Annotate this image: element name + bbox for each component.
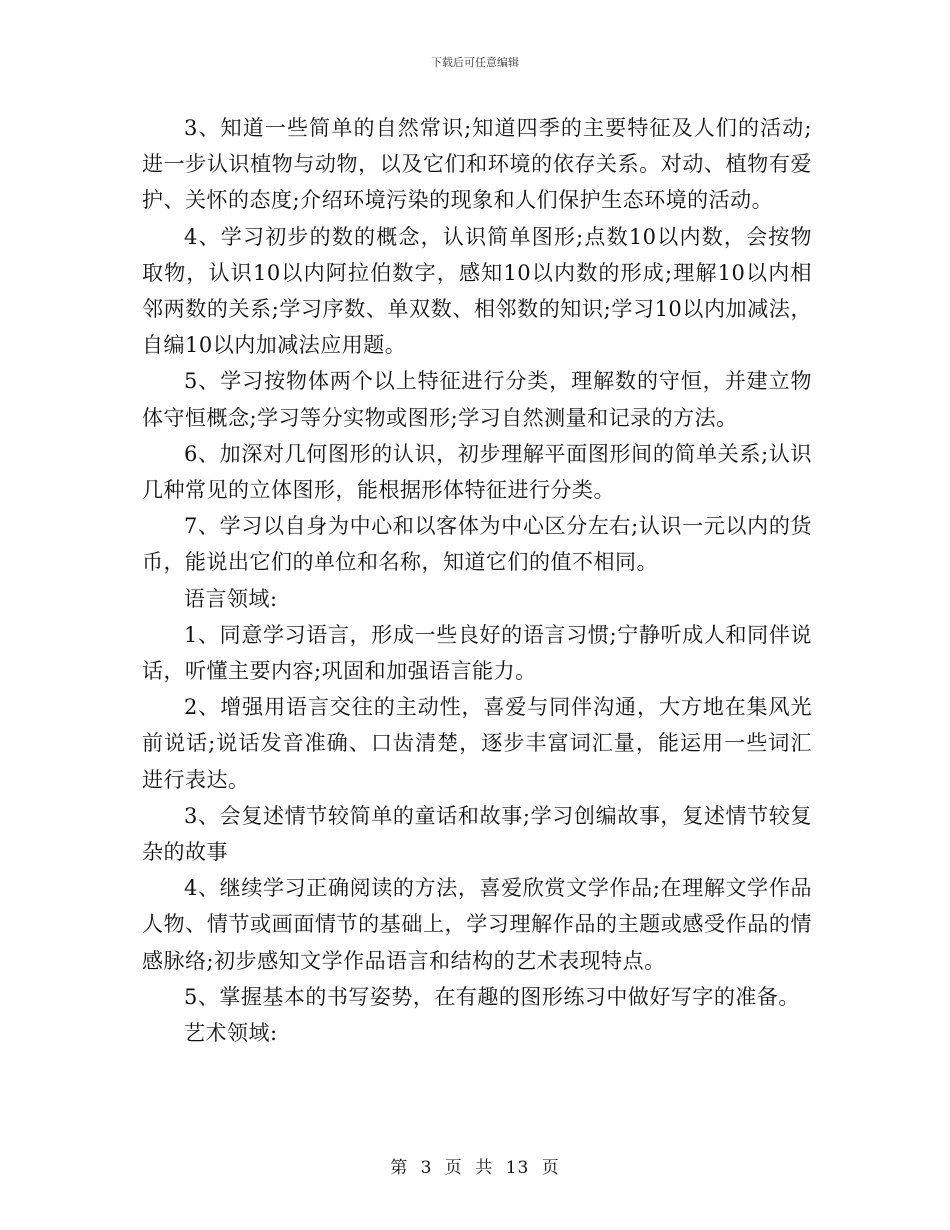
paragraph-item-7: 7、学习以自身为中心和以客体为中心区分左右;认识一元以内的货币，能说出它们的单位和名称，知道它们的值不相同。 <box>142 514 812 575</box>
paragraph-language-4: 4、继续学习正确阅读的方法，喜爱欣赏文学作品;在理解文学作品人物、情节或画面情节的基础上，学习理解作品的主题或感受作品的情感脉络;初步感知文学作品语言和结构的艺术表现特点。 <box>142 876 812 973</box>
document-body <box>142 110 812 1051</box>
footer-page-word: 第 <box>390 1158 409 1178</box>
footer-total-suffix: 页 <box>541 1158 560 1178</box>
section-heading-language: 语言领域: <box>184 586 278 611</box>
paragraph-item-6: 6、加深对几何图形的认识，初步理解平面图形间的简单关系;认识几种常见的立体图形，能根据形体特征进行分类。 <box>142 441 812 503</box>
paragraph-language-3: 3、会复述情节较简单的童话和故事;学习创编故事，复述情节较复杂的故事 <box>142 803 812 865</box>
paragraph-item-4: 4、学习初步的数的概念，认识简单图形;点数10以内数，会按物取物，认识10以内阿拉伯数字，感知10以内数的形成;理解10以内相邻两数的关系;学习序数、单双数、相邻数的知识;学习10以内加减法，自编10以内加减法应用题。 <box>142 224 812 358</box>
footer-total-pages: 13 <box>505 1158 530 1178</box>
footer-page-suffix: 页 <box>444 1158 463 1178</box>
footer-page-number: 3 <box>420 1158 433 1178</box>
paragraph-item-5: 5、学习按物体两个以上特征进行分类，理解数的守恒，并建立物体守恒概念;学习等分实物或图形;学习自然测量和记录的方法。 <box>142 369 812 430</box>
page-header: 下载后可任意编辑 <box>431 56 519 69</box>
paragraph-language-2: 2、增强用语言交往的主动性，喜爱与同伴沟通，大方地在集风光前说话;说话发音准确、口齿清楚，逐步丰富词汇量，能运用一些词汇进行表达。 <box>142 695 812 792</box>
paragraph-language-1: 1、同意学习语言，形成一些良好的语言习惯;宁静听成人和同伴说话，听懂主要内容;巩固和加强语言能力。 <box>142 622 812 684</box>
page-footer <box>0 1153 950 1178</box>
footer-total-word: 共 <box>475 1158 494 1178</box>
section-heading-art: 艺术领域: <box>184 1021 278 1046</box>
paragraph-item-3: 3、知道一些简单的自然常识;知道四季的主要特征及人们的活动;进一步认识植物与动物，以及它们和环境的依存关系。对动、植物有爱护、关怀的态度;介绍环境污染的现象和人们保护生态环境的活动。 <box>142 116 812 213</box>
paragraph-language-5: 5、掌握基本的书写姿势，在有趣的图形练习中做好写字的准备。 <box>184 984 800 1009</box>
